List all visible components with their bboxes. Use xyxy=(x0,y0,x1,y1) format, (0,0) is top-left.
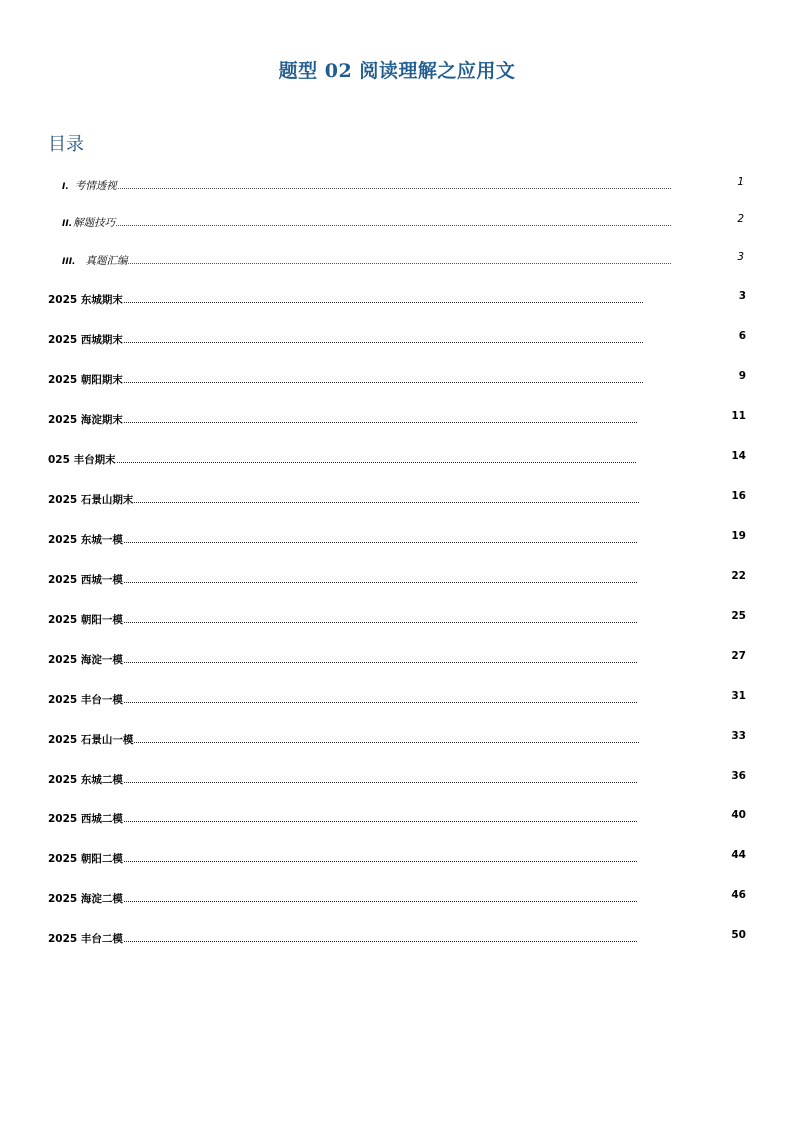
toc-leader xyxy=(124,690,637,703)
toc-page-number: 14 xyxy=(731,450,746,462)
toc-entry-text: 2025 西城二模 xyxy=(48,813,123,825)
toc-section-text: 真题汇编 xyxy=(85,255,128,267)
toc-section-text: 解题技巧 xyxy=(73,217,116,229)
toc-page-number: 31 xyxy=(731,690,746,702)
toc-entry[interactable] xyxy=(48,690,746,706)
toc-entry[interactable] xyxy=(48,450,746,466)
toc-entry[interactable] xyxy=(48,809,746,825)
toc-entry[interactable] xyxy=(48,650,746,666)
toc-leader xyxy=(134,730,639,743)
toc-page-number: 3 xyxy=(738,290,746,302)
toc-page-number: 27 xyxy=(731,650,746,662)
toc-entry-text: 2025 朝阳一模 xyxy=(48,614,123,626)
toc-section-label xyxy=(62,253,127,268)
toc-page-number: 3 xyxy=(737,251,744,263)
toc-entry-text: 2025 丰台一模 xyxy=(48,694,123,706)
toc-entry-text: 2025 东城一模 xyxy=(48,534,123,546)
toc-entry-text: 2025 海淀期末 xyxy=(48,414,123,426)
toc-entry-text: 2025 朝阳期末 xyxy=(48,374,123,386)
toc-entry[interactable] xyxy=(48,330,746,346)
toc-entry-text: 2025 西城一模 xyxy=(48,574,123,586)
toc-entry-text: 2025 海淀二模 xyxy=(48,893,123,905)
toc-leader xyxy=(124,570,637,583)
toc-section-3[interactable] xyxy=(62,251,744,267)
toc-leader xyxy=(124,330,643,343)
toc-entry[interactable] xyxy=(48,570,746,586)
toc-section-2[interactable] xyxy=(62,213,744,229)
toc-page-number: 40 xyxy=(731,809,746,821)
toc-section-label xyxy=(62,178,117,193)
toc-entry-text: 025 丰台期末 xyxy=(48,454,116,466)
toc-leader xyxy=(124,849,637,862)
toc-page-number: 46 xyxy=(731,889,746,901)
toc-section-text: 考情透视 xyxy=(74,180,117,192)
toc-leader xyxy=(128,251,671,264)
toc-section-label xyxy=(62,215,115,230)
toc-entry-text: 2025 东城二模 xyxy=(48,774,123,786)
toc-leader xyxy=(124,929,637,942)
toc-page-number: 44 xyxy=(731,849,746,861)
toc-leader xyxy=(124,370,643,383)
toc-page-number: 9 xyxy=(738,370,746,382)
toc-page-number: 36 xyxy=(731,770,746,782)
toc-page-number: 16 xyxy=(731,490,746,502)
toc-entry[interactable] xyxy=(48,610,746,626)
toc-section-marker: III. xyxy=(62,257,76,267)
toc-leader xyxy=(118,176,671,189)
toc-leader xyxy=(124,889,637,902)
toc-page-number: 22 xyxy=(731,570,746,582)
toc-leader xyxy=(124,530,637,543)
toc-page-number: 25 xyxy=(731,610,746,622)
toc-entry-text: 2025 石景山期末 xyxy=(48,494,134,506)
toc-entry[interactable] xyxy=(48,490,746,506)
toc-leader xyxy=(134,490,639,503)
toc-section-marker: II. xyxy=(62,219,73,229)
toc-leader xyxy=(124,809,637,822)
toc-leader xyxy=(124,650,637,663)
toc-leader xyxy=(117,450,636,463)
toc-leader xyxy=(124,410,637,423)
toc-leader xyxy=(124,770,637,783)
toc-entry[interactable] xyxy=(48,370,746,386)
toc-leader xyxy=(124,610,637,623)
toc-page-number: 11 xyxy=(731,410,746,422)
toc-entry[interactable] xyxy=(48,730,746,746)
toc-entry-text: 2025 西城期末 xyxy=(48,334,123,346)
toc-page-number: 19 xyxy=(731,530,746,542)
toc-entry-text: 2025 丰台二模 xyxy=(48,933,123,945)
toc-entry-text: 2025 石景山一模 xyxy=(48,734,134,746)
toc-section-marker: I. xyxy=(62,182,69,192)
toc-heading: 目录 xyxy=(48,134,84,155)
toc-entry[interactable] xyxy=(48,290,746,306)
toc-entry-text: 2025 朝阳二模 xyxy=(48,853,123,865)
toc-entry[interactable] xyxy=(48,410,746,426)
toc-page-number: 1 xyxy=(737,176,744,188)
toc-leader xyxy=(124,290,643,303)
toc-entry[interactable] xyxy=(48,929,746,945)
toc-section-1[interactable] xyxy=(62,176,744,192)
toc-entry[interactable] xyxy=(48,889,746,905)
toc-entry-text: 2025 海淀一模 xyxy=(48,654,123,666)
toc-page-number: 2 xyxy=(737,213,744,225)
toc-page-number: 6 xyxy=(738,330,746,342)
toc-leader xyxy=(116,213,671,226)
document-title: 题型 02 阅读理解之应用文 xyxy=(278,60,516,82)
toc-page-number: 33 xyxy=(731,730,746,742)
toc-page-number: 50 xyxy=(731,929,746,941)
toc-entry-text: 2025 东城期末 xyxy=(48,294,123,306)
toc-entry[interactable] xyxy=(48,770,746,786)
toc-entry[interactable] xyxy=(48,530,746,546)
toc-entry[interactable] xyxy=(48,849,746,865)
